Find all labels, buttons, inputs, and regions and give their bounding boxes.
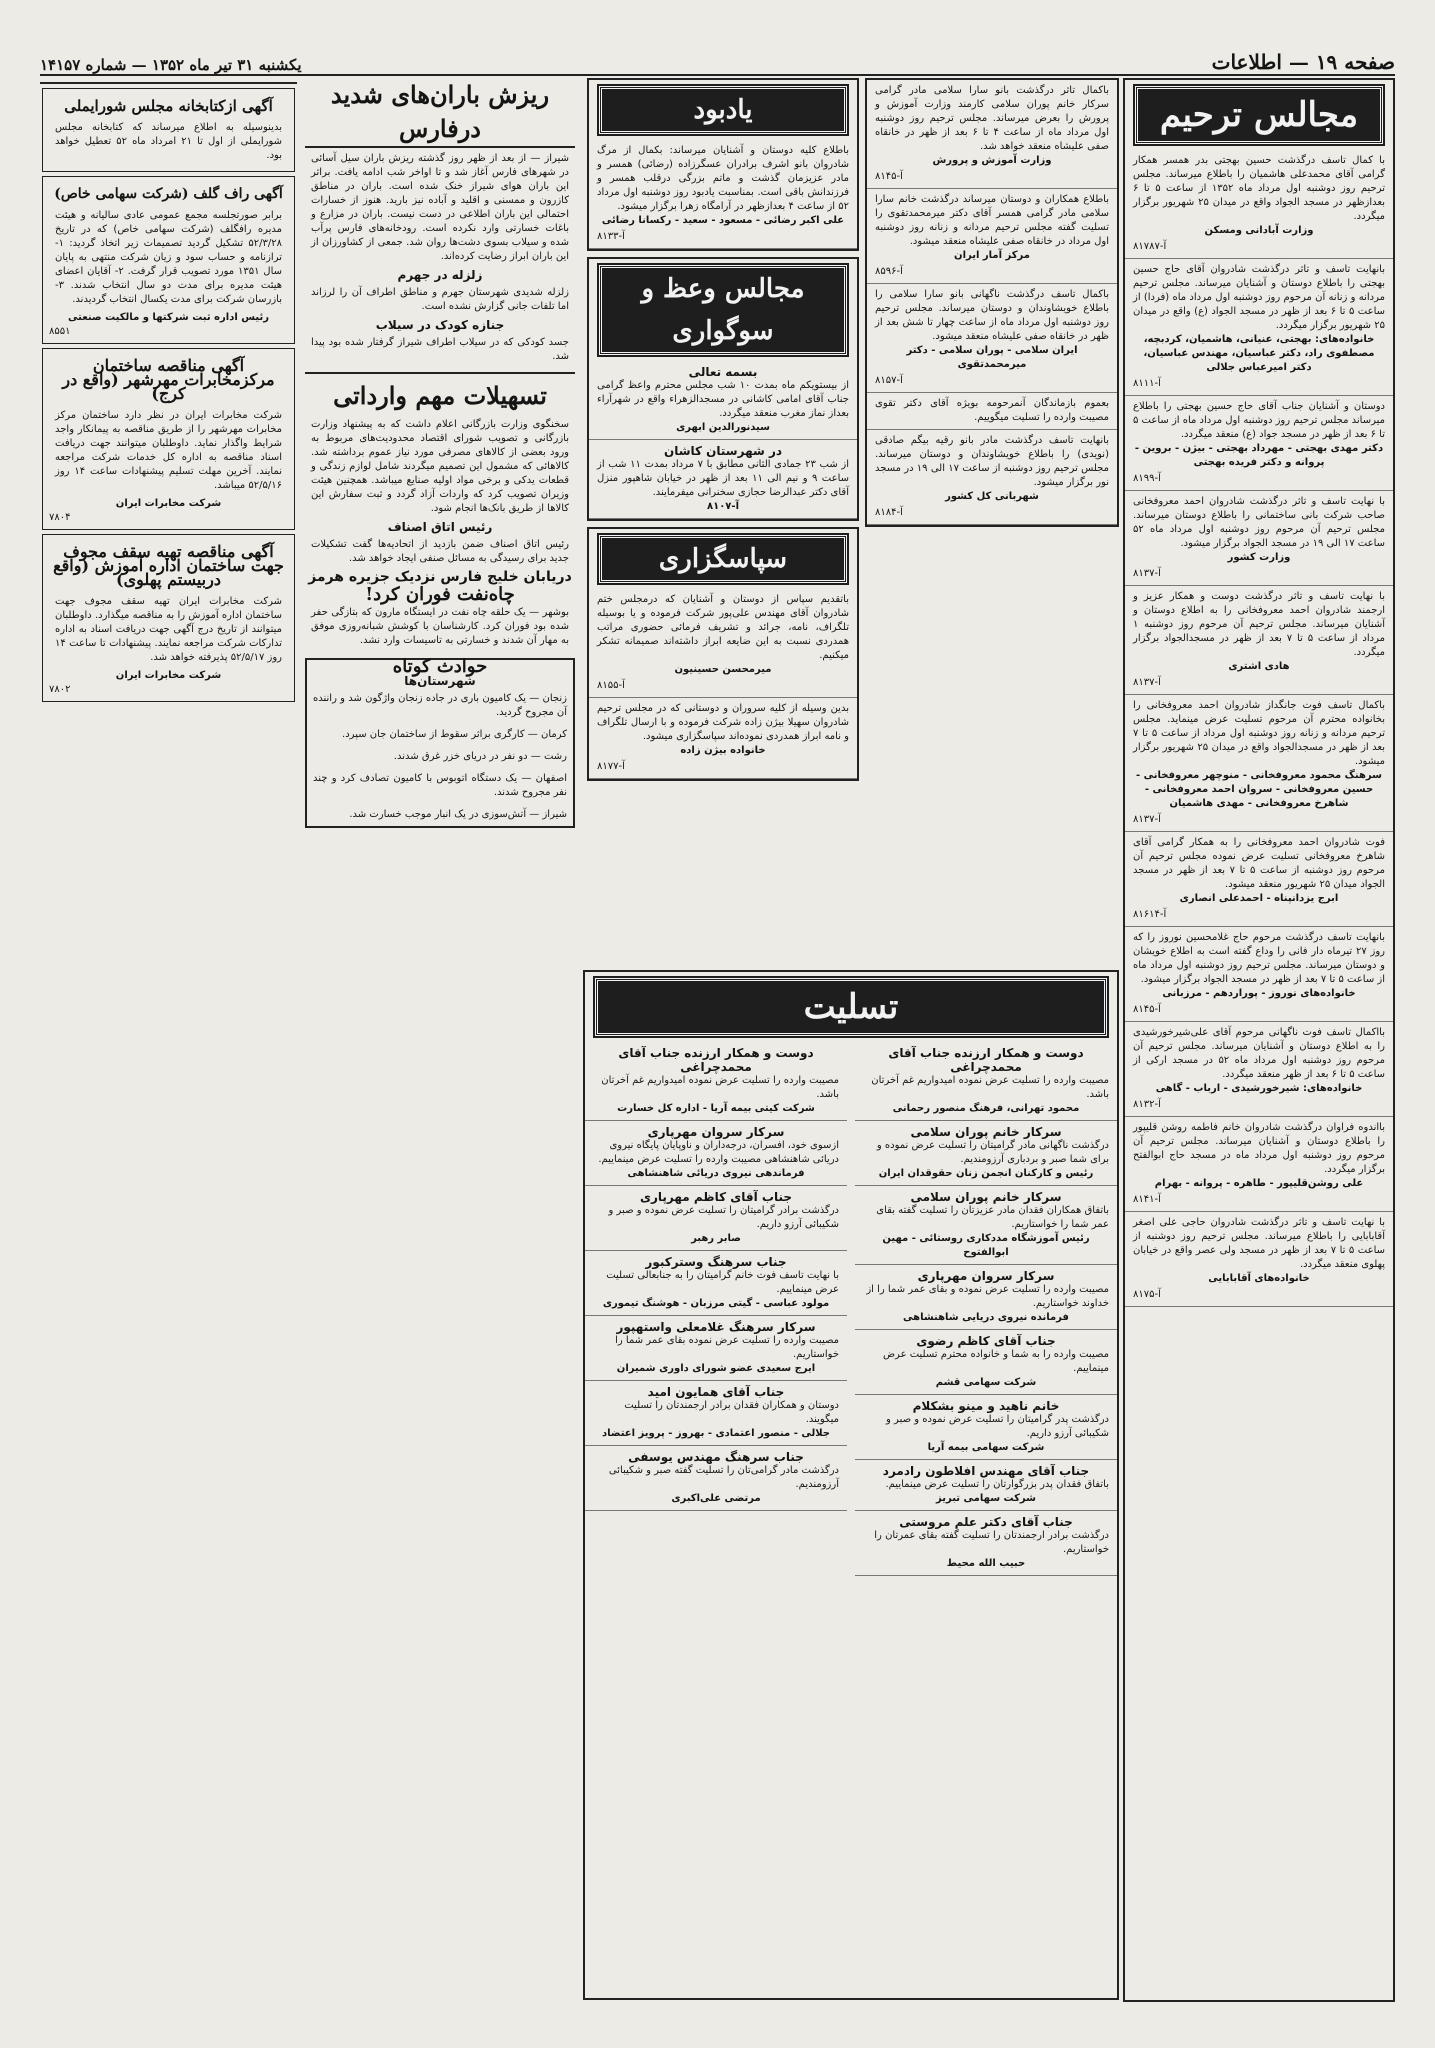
notice-item	[855, 1265, 1117, 1330]
tarhim-title: مجالس ترحیم	[1135, 86, 1383, 144]
yadbood-title: یادبود	[599, 86, 847, 134]
notice-signature: ایرج سعیدی عضو شورای داوری شمیران	[616, 1363, 816, 1374]
notice-signature: فرماندهی نیروی دریائی شاهنشاهی	[627, 1168, 805, 1179]
notice-text: با نهایت تاسف و تاثر درگذشت شادروان احمد معروفخانی صاحب شرکت بانی ساختمانی را باطلاع دوستان میرساند. مجلس ترحیم آن مرحوم روز دوشنبه اول مرداد ماه ۵۲ ساعت ۱۷ الی ۱۹ در مسجد الجواد برگزار میشود.	[1133, 496, 1385, 549]
notice-text: با نهایت تاسف و تاثر درگذشت دوست و همکار عزیز و ارجمند شادروان احمد معروفخانی را به اطلاع دوستان و آشنایان میرساند. مجلس ترحیم آن مرحوم روز دوشنبه ۱ مرداد از ساعت ۵ تا ۷ بعد از ظهر در مسجدالجواد برگزار میگردد.	[1133, 591, 1385, 658]
notice-signature: صابر رهبر	[691, 1233, 741, 1244]
notice-text: ازسوی خود، افسران، درجه‌داران و ناوپایان پایگاه نیروی دریائی شاهنشاهی مصیبت وارده را تسلیت عرض مینماییم.	[598, 1140, 839, 1165]
child-title: جنازه کودک در سیلاب	[375, 318, 505, 332]
notice-item	[589, 361, 857, 440]
ports-title: دریابان خلیج فارس نزدیک جزیره هرمز	[308, 569, 572, 585]
notice-signature: محمود تهرانی، فرهنگ منصور رحمانی	[892, 1103, 1080, 1114]
sepas-title: سپاسگزاری	[599, 535, 847, 583]
mokhaberat-sign: شرکت مخابرات ایران	[115, 498, 222, 509]
yadbood-list	[589, 140, 857, 249]
amoozesh-sign: شرکت مخابرات ایران	[115, 670, 222, 681]
notice-item	[867, 284, 1117, 393]
vaz-list	[589, 361, 857, 519]
rain-headline: ریزش باران‌های شدید درفارس	[305, 78, 575, 148]
notice-title: سرکار خانم پوران سلامی	[910, 1190, 1062, 1204]
notice-signature: حبیب الله محیط	[946, 1558, 1026, 1569]
notice-code: آ-۸۱۳۷	[1133, 568, 1161, 579]
notice-item	[867, 393, 1117, 430]
tarhim-column	[1123, 78, 1395, 2002]
notice-text: بااندوه فراوان درگذشت شادروان خانم فاطمه روشن قلیپور را باطلاع دوستان و آشنایان میرساند. مجلس ترحیم آن مرحوم روز دوشنبه اول مرداد ماه در مسجد حاج ابوالفتح برگزار میگردد.	[1133, 1122, 1385, 1175]
notice-signature: رئیس و کارکنان انجمن زنان حقوقدان ایران	[878, 1168, 1094, 1179]
notice-text: دوستان و همکاران فقدان برادر ارجمندتان را تسلیت میگویند.	[624, 1400, 839, 1425]
notice-code: آ-۸۱۳۷	[1133, 814, 1161, 825]
notice-text: باتفاق فقدان پدر بزرگوارتان را تسلیت عرض مینماییم.	[885, 1479, 1109, 1490]
notice-title: خانم ناهید و مینو بشکلام	[912, 1399, 1060, 1413]
mokhaberat-code: ۷۸۰۴	[49, 512, 71, 523]
notice-signature: شهربانی کل کشور	[945, 491, 1039, 502]
notice-title: سرکار سروان مهرپاری	[917, 1269, 1055, 1283]
notice-item	[855, 1511, 1117, 1576]
notice-title: جناب سرهنگ وسترکبور	[645, 1255, 787, 1269]
notice-signature: شرکت سهامی بیمه آریا	[927, 1442, 1045, 1453]
notice-code: آ-۸۱۴۱	[1133, 1194, 1161, 1205]
notice-item	[585, 1121, 847, 1186]
notice-item	[855, 1460, 1117, 1511]
notice-item	[855, 1395, 1117, 1460]
mid-list	[867, 80, 1117, 525]
tasliat-list-right	[855, 1042, 1117, 1576]
notice-code: آ-۸۱۱۱	[1133, 378, 1161, 389]
notice-text: باطلاع همکاران و دوستان میرساند درگذشت خانم سارا سلامی مادر گرامی همسر آقای دکتر میرمحمدتقوی را تسلیت گفته مجلس ترحیم مردانه و زنانه روز دوشنبه اول مرداد در خانقاه صفی علیشاه منعقد میشود.	[875, 194, 1109, 247]
notice-item	[585, 1042, 847, 1121]
amoozesh-ad	[42, 534, 295, 702]
news-col-left	[40, 78, 297, 828]
news-area	[40, 78, 575, 1998]
notice-item	[585, 1381, 847, 1446]
notice-text: باتقدیم سپاس از دوستان و آشنایان که درمجلس ختم شادروان آقای مهندس علی‌پور شرکت فرموده و یا بوسیله تلگراف، نامه، جرائد و تشریف فرمائی حضوری مراتب همدردی نسبت به این ضایعه ابراز داشته‌اند صمیمانه تشکر میکنیم.	[597, 594, 849, 661]
tasliat-box	[583, 970, 1119, 2000]
notice-code: آ-۸۱۹۹	[1133, 473, 1161, 484]
notice-code: آ-۸۱۵۷	[875, 375, 903, 386]
quake-title: زلزله در جهرم	[397, 268, 483, 282]
notice-signature: رئیس آموزشگاه مددکاری روستائی - مهین ابوالفتوح	[882, 1233, 1090, 1258]
quake-body: زلزله شدیدی شهرستان جهرم و مناطق اطراف آن را لرزاند اما تلفات جانی گزارش نشده است.	[311, 287, 569, 312]
notice-signature: وزارت کشور	[1227, 552, 1291, 563]
mokhaberat-title: آگهی مناقصه ساختمان مرکزمخابرات مهرشهر (واقع در کرج)	[62, 356, 275, 403]
notice-text: بااکمال تاسف فوت ناگهانی مرحوم آقای علی‌شیرخورشیدی را به اطلاع دوستان و آشنایان میرساند. مجلس ترحیم آن مرحوم روز دوشنبه اول مرداد ماه ۵۲ در مسجد ارکی از ساعت ۵ تا ۶ بعد از ظهر منعقد میگردد.	[1133, 1027, 1385, 1080]
notice-text: درگذشت ناگهانی مادر گرامیتان را تسلیت عرض نموده و برای شما صبر و بردباری آرزومندیم.	[876, 1140, 1109, 1165]
notice-signature: علی روشن‌قلیپور - طاهره - پروانه - بهرام	[1154, 1178, 1364, 1189]
asnaf-title: رئیس اتاق اصناف	[387, 520, 493, 534]
notice-code: آ-۸۱۷۸۷	[1133, 241, 1167, 252]
notice-text: درگذشت برادر ارجمندتان را تسلیت گفته بقای عمرتان را خواستاریم.	[874, 1530, 1109, 1555]
raf-code: ۸۵۵۱	[49, 326, 71, 337]
notice-code: آ-۸۱۴۵	[1133, 1004, 1161, 1015]
notice-text: درگذشت پدر گرامیتان را تسلیت عرض نموده و صبر و شکیبائی آرزو داریم.	[886, 1414, 1109, 1439]
short-list	[307, 688, 573, 826]
notice-title: جناب آقای مهندس افلاطون رادمرد	[882, 1464, 1090, 1478]
short-news-item: زنجان — یک کامیون باری در جاده زنجان واژگون شد و راننده آن مجروح گردید.	[313, 693, 567, 718]
notice-item	[1125, 150, 1393, 259]
notice-text: باکمال تاثر درگذشت بانو سارا سلامی مادر گرامی سرکار خانم پوران سلامی کارمند وزارت آموزش و پرورش را بعرض میرساند. مجلس ترحیم روز دوشنبه اول مرداد ماه از ساعت ۴ تا ۶ بعد از ظهر در خانقاه صفی علیشاه منعقد خواهد شد.	[875, 85, 1110, 152]
shura-title: آگهی ازکتابخانه مجلس شورایملی	[64, 97, 273, 115]
notice-signature: شرکت سهامی قشم	[935, 1377, 1037, 1388]
chahnaft-title: چاه‌نفت فوران کرد!	[365, 584, 515, 605]
notice-title: جناب آقای همایون امید	[647, 1385, 785, 1399]
shura-body: بدینوسیله به اطلاع میرساند که کتابخانه مجلس شورایملی از اول تا ۲۱ امرداد ماه ۵۲ تعطیل خواهد بود.	[55, 122, 283, 161]
notice-signature: مولود عباسی - گیتی مرزبان - هوشنگ تیموری	[602, 1298, 830, 1309]
notice-signature: سیدنورالدین ابهری	[676, 422, 770, 433]
notice-text: مصیبت وارده را تسلیت عرض نموده امیدواریم غم آخرتان باشد.	[871, 1075, 1109, 1100]
mid-tarhim-box	[865, 78, 1119, 527]
notice-text: باکمال تاسف درگذشت ناگهانی بانو سارا سلامی را باطلاع خویشاوندان و دوستان میرساند. مجلس ترحیم روز دوشنبه اول مرداد ماه از ساعت چهار تا شش بعد از ظهر در خانقاه صفی علیشاه منعقد میشود.	[875, 289, 1109, 342]
page-header	[40, 48, 1395, 76]
notice-signature: آ-۸۱۰۷	[707, 501, 739, 512]
notice-text: مصیبت وارده را به شما و خانواده محترم تسلیت عرض مینماییم.	[882, 1349, 1109, 1374]
notice-text: درگذشت برادر گرامیتان را تسلیت عرض نموده و صبر و شکیبائی آرزو داریم.	[608, 1205, 839, 1230]
notice-signature: جلالی - منصور اعتمادی - بهروز - پرویز اعتضاد	[601, 1428, 831, 1439]
notice-signature: مرکز آمار ایران	[954, 250, 1030, 261]
notice-code: آ-۸۵۹۶	[875, 266, 903, 277]
notice-item	[1125, 927, 1393, 1022]
notice-item	[855, 1121, 1117, 1186]
notice-text: بعموم بازماندگان آنمرحومه بویژه آقای دکتر تقوی مصیبت وارده را تسلیت میگوییم.	[875, 398, 1109, 423]
tashilat-headline: تسهیلات مهم وارداتی	[333, 381, 547, 410]
notice-item	[585, 1186, 847, 1251]
amoozesh-code: ۷۸۰۲	[49, 684, 71, 695]
tasliat-list-left	[585, 1042, 847, 1576]
yadbood-box	[587, 78, 859, 251]
notice-signature: دکتر مهدی بهجتی - مهرداد بهجتی - بیژن - بروین - پروانه و دکتر فریده بهجتی	[1134, 443, 1384, 468]
notice-item	[1125, 1212, 1393, 1307]
notice-text: با کمال تاسف درگذشت حسین بهجتی بدر همسر همکار گرامی آقای محمدعلی هاشمیان را باطلاع میرساند. مجلس ترحیم روز دوشنبه اول مرداد ماه ۱۳۵۲ از ساعت ۵ تا ۶ بعدازظهر در مسجد الجواد واقع در میدان ۲۵ شهریور برگزار میگردد.	[1133, 155, 1386, 222]
notice-item	[1125, 1117, 1393, 1212]
notice-item	[867, 430, 1117, 525]
notice-item	[589, 698, 857, 779]
notice-code: آ-۸۱۷۵	[1133, 1289, 1161, 1300]
notice-signature: هادی اشتری	[1228, 661, 1290, 672]
notice-code: آ-۸۱۴۵	[875, 171, 903, 182]
tarhim-list	[1125, 150, 1393, 1307]
short-news-item: شیراز — آتش‌سوزی در یک انبار موجب خسارت شد.	[349, 809, 567, 820]
notice-signature: علی اکبر رضائی - مسعود - سعید - رکسانا رضائی	[601, 215, 845, 226]
notice-signature: خانواده‌های نوروز - پوراردهم - مرزبانی	[1162, 988, 1356, 999]
notice-title: سرکار سروان مهرپاری	[647, 1125, 785, 1139]
notice-title: بسمه تعالی	[688, 365, 758, 379]
notice-item	[855, 1330, 1117, 1395]
sepas-box	[587, 527, 859, 781]
notice-text: بدین وسیله از کلیه سروران و دوستانی که در مجلس ترحیم شادروان سهیلا بیژن زاده شرکت فرموده و با ارسال تلگراف و نامه ابراز همدردی نموده‌اند سپاسگزاری میشود.	[597, 703, 849, 742]
notice-item	[589, 440, 857, 519]
notice-text: با نهایت تاسف و تاثر درگذشت شادروان حاجی علی اصغر آقابابایی را باطلاع میرساند. مجلس ترحیم روز دوشنبه از ساعت ۵ تا ۷ بعد از ظهر در مسجد ولی عصر واقع در خیابان پهلوی منعقد میگردد.	[1133, 1217, 1386, 1270]
shura-ad	[42, 88, 295, 172]
chahnaft-body: بوشهر — یک حلقه چاه نفت در ایستگاه مارون که بتازگی حفر شده بود فوران کرد. کارشناسان با کوشش شبانه‌روزی موفق به مهار آن شدند و خسارتی به تاسیسات وارد نشد.	[311, 607, 569, 646]
short-news-item: اصفهان — یک دستگاه اتوبوس با کامیون تصادف کرد و چند نفر مجروح شدند.	[313, 773, 567, 798]
notice-text: با نهایت تاسف فوت خانم گرامیتان را به جنابعالی تسلیت عرض مینماییم.	[606, 1270, 839, 1295]
notice-item	[1125, 259, 1393, 396]
short-news-item: رشت — دو نفر در دریای خزر غرق شدند.	[393, 751, 567, 762]
notice-signature: میرمحسن حسینیون	[674, 664, 772, 675]
notice-text: فوت شادروان احمد معروفخانی را به همکار گرامی آقای شاهرخ معروفخانی تسلیت عرض نموده مجلس ترحیم آن مرحوم روز دوشنبه از ساعت ۵ تا ۷ بعد از ظهر در مسجد الجواد میدان ۲۵ شهریور منعقد میشود.	[1133, 837, 1385, 890]
notice-text: از شب ۲۳ جمادی الثانی مطابق با ۷ مرداد بمدت ۱۱ شب از ساعت ۹ و نیم الی ۱۱ بعد از ظهر در خیابان شاهپور منزل آقای دکتر عبدالرضا حجازی سخنرانی میفرمایند.	[597, 459, 849, 498]
notice-code: آ-۸۱۵۵	[597, 680, 625, 691]
tasliat-title: تسلیت	[595, 978, 1107, 1036]
notice-code: آ-۸۱۳۲	[1133, 1099, 1161, 1110]
notice-text: باکمال تاسف فوت جانگداز شادروان احمد معروفخانی را بخانواده محترم آن مرحوم تسلیت عرض مینماید. مجلس ترحیم مردانه و زنانه روز دوشنبه اول مرداد از ساعت ۵ تا ۷ بعد از ظهر در مسجدالجواد واقع در میدان ۲۵ شهریور برگزار میشود.	[1133, 700, 1386, 767]
notice-item	[1125, 832, 1393, 927]
notice-title: جناب سرهنگ مهندس یوسفی	[628, 1450, 804, 1464]
page-label: صفحه ۱۹ — اطلاعات	[1211, 50, 1395, 74]
notice-item	[589, 140, 857, 249]
tashilat-body: سخنگوی وزارت بازرگانی اعلام داشت که به پیشنهاد وزارت بازرگانی و تصویب شورای اقتصاد محدودیت‌های مربوط به ورود بعضی از کالاهای مصرفی مورد نیاز عموم برداشته شد. کالاهائی که مشمول این تصمیم میگردند شامل لوازم زندگی و قطعات یدکی و برخی مواد اولیه صنایع میباشد. همچنین هیئت وزیران تصویب کرد که واردات آزاد گردد و ثبت سفارش این کالاها از طریق بانک‌ها انجام شود.	[311, 419, 569, 514]
notice-text: بانهایت تاسف درگذشت مادر بانو رقیه بیگم صادقی (نویدی) را باطلاع خویشاوندان و دوستان میرساند. مجلس ترحیم روز دوشنبه از ساعت ۱۷ الی ۱۹ در مسجد نور برگزار میشود.	[875, 435, 1109, 488]
notice-text: مصیبت وارده را تسلیت عرض نموده امیدواریم غم آخرتان باشد.	[601, 1075, 839, 1100]
short-sub: شهرستان‌ها	[404, 674, 476, 688]
rain-body: شیراز — از بعد از ظهر روز گذشته ریزش باران سیل آسائی در شهرهای فارس آغاز شد و تا اواخر شب ادامه یافت. براثر این باران هوای شیراز خنک شده است. باران در مناطق کازرون و ممسنی و اقلید و آباده نیز بارید. هنوز از خسارات احتمالی این باران اطلاعی در دست نیست. باران در مزارع و باغات خسارتی وارد نکرده است. رودخانه‌های فارس پرآب شده و سیلاب بسوی دشت‌ها روان شد. جمعی از کشاورزان از این باران ابراز رضایت کرده‌اند.	[311, 153, 569, 262]
child-body: جسد کودکی که در سیلاب اطراف شیراز گرفتار شده بود پیدا شد.	[311, 337, 569, 362]
notice-code: آ-۸۱۳۳	[597, 231, 625, 242]
short-news-item: کرمان — کارگری براثر سقوط از ساختمان جان سپرد.	[342, 729, 567, 740]
notice-title: جناب آقای کاظم مهرپاری	[639, 1190, 793, 1204]
issue-date: یکشنبه ۳۱ تیر ماه ۱۳۵۲ — شماره ۱۴۱۵۷	[40, 56, 302, 74]
short-news-box	[305, 658, 575, 828]
notice-signature: ایران سلامی - پوران سلامی - دکتر میرمحمدتقوی	[906, 345, 1078, 370]
notice-title: دوست و همکار ارزنده جناب آقای محمدچراغی	[618, 1046, 814, 1074]
notice-item	[867, 189, 1117, 284]
notice-signature: شرکت کیتی بیمه آریا - اداره کل خسارت	[617, 1103, 815, 1114]
notice-signature: سرهنگ محمود معروفخانی - منوچهر معروفخانی - حسین معروفخانی - سروان احمد معروفخانی - شاهرخ معروفخانی - مهدی هاشمیان	[1136, 770, 1382, 809]
notice-signature: وزارت آبادانی ومسکن	[1204, 225, 1314, 236]
notice-text: درگذشت مادر گرامی‌تان را تسلیت گفته صبر و شکیبائی آرزومندیم.	[608, 1465, 839, 1490]
notice-code: آ-۸۱۶۱۴	[1133, 909, 1167, 920]
notice-signature: وزارت آموزش و پرورش	[932, 155, 1052, 166]
notice-title: جناب آقای دکتر علم مروستی	[899, 1515, 1073, 1529]
notice-text: دوستان و آشنایان جناب آقای حاج حسین بهجتی را باطلاع میرساند مجلس ترحیم روز دوشنبه اول مرداد ماه از ساعت ۵ تا ۶ بعد از ظهر در مسجد جواد (ع) منعقد میگردد.	[1133, 401, 1385, 440]
notice-item	[1125, 1022, 1393, 1117]
notice-item	[867, 80, 1117, 189]
notice-item	[1125, 586, 1393, 695]
notice-code: آ-۸۱۸۴	[875, 507, 903, 518]
notice-signature: مرتضی علی‌اکبری	[671, 1493, 761, 1504]
notice-title: سرکار سرهنگ غلامعلی واستهپور	[616, 1320, 816, 1334]
amoozesh-title: آگهی مناقصه تهیه سقف مجوف جهت ساختمان اداره آموزش (واقع دربیستم پهلوی)	[53, 542, 284, 589]
notice-item	[589, 589, 857, 698]
notice-title: دوست و همکار ارزنده جناب آقای محمدچراغی	[888, 1046, 1084, 1074]
notice-text: مصیبت وارده را تسلیت عرض نموده بقای عمر شما را خواستاریم.	[615, 1335, 839, 1360]
notice-item	[1125, 491, 1393, 586]
notice-title: در شهرستان کاشان	[663, 444, 783, 458]
notice-item	[855, 1042, 1117, 1121]
raf-title: آگهی راف گلف (شرکت سهامی خاص)	[54, 186, 283, 202]
notice-code: آ-۸۱۷۷	[597, 761, 625, 772]
notice-text: مصیبت وارده را تسلیت عرض نموده و بقای عمر شما را از خداوند خواستاریم.	[866, 1284, 1109, 1309]
asnaf-body: رئیس اتاق اصناف ضمن بازدید از اتحادیه‌ها گفت تشکیلات جدید برای رسیدگی به مسائل صنفی ایجاد خواهد شد.	[311, 539, 569, 564]
amoozesh-body: شرکت مخابرات ایران تهیه سقف مجوف جهت ساختمان اداره آموزش را به مناقصه میگذارد. داوطلبان میتوانند از تاریخ درج آگهی جهت دریافت اسناد به اداره تدارکات شرکت مراجعه نمایند. پیشنهادات تا ساعت ۱۴ روز ۵۲/۵/۱۷ پذیرفته خواهد شد.	[55, 596, 282, 663]
notice-text: از بیستویکم ماه بمدت ۱۰ شب مجلس محترم واعظ گرامی جناب آقای امامی کاشانی در مسجدالزهراء واقع در شهرآراء بعداز نماز مغرب منعقد میگردد.	[597, 380, 849, 419]
raf-body: برابر صورتجلسه مجمع عمومی عادی سالیانه و هیئت مدیره رافگلف (شرکت سهامی خاص) که در تاریخ ۵۲/۳/۲۸ تشکیل گردید تصمیمات زیر اتخاذ گردید: ۱- ترازنامه و حساب سود و زیان شرکت منتهی به پایان سال ۱۳۵۱ مورد تصویب قرار گرفت. ۲- آقایان اعضای هیئت مدیره برای مدت دو سال انتخاب شدند. ۳- بازرسان شرکت برای مدت یکسال انتخاب گردیدند.	[55, 210, 282, 305]
raf-ad	[42, 176, 295, 344]
notice-signature: خانواده‌های: بهجتی، عنیانی، هاشمیان، کردبچه، مصطفوی راد، دکتر عباسیان، مهندس عباسیان، دکتر امیرعباس جلالی	[1143, 334, 1375, 373]
notice-item	[1125, 695, 1393, 832]
notice-signature: خانواده بیژن زاده	[680, 745, 766, 756]
notice-item	[585, 1446, 847, 1511]
notice-signature: شرکت سهامی تبریز	[936, 1493, 1036, 1504]
notice-title: جناب آقای کاظم رضوی	[916, 1334, 1056, 1348]
notice-signature: خانواده‌های: شیرخورشیدی - ارباب - گاهی	[1155, 1083, 1363, 1094]
mokhaberat-body: شرکت مخابرات ایران در نظر دارد ساختمان مرکز مخابرات مهرشهر را از طریق مناقصه به پیمانکار واجد شرایط واگذار نماید. داوطلبان میتوانند جهت دریافت اسناد مناقصه به اداره کل خدمات شرکت مراجعه نمایند. آخرین مهلت تسلیم پیشنهادات ساعت ۱۴ روز ۵۲/۵/۱۶ میباشد.	[55, 410, 283, 491]
sepas-list	[589, 589, 857, 779]
notice-item	[585, 1251, 847, 1316]
news-col-right	[305, 78, 575, 828]
vaz-title: مجالس وعظ و سوگواری	[599, 265, 847, 355]
notice-signature: فرمانده نیروی دریایی شاهنشاهی	[903, 1312, 1069, 1323]
vaz-box	[587, 257, 859, 521]
notice-text: بانهایت تاسف و تاثر درگذشت شادروان آقای حاج حسین بهجتی را باطلاع دوستان و آشنایان میرساند. مجلس ترحیم مردانه و زنانه آن مرحوم روز دوشنبه اول مرداد ماه (فردا) از ساعت ۵ تا ۶ بعد از ظهر در مسجد الجواد (ع) واقع در میدان ۲۵ شهریور برگزار میگردد.	[1133, 264, 1386, 331]
notice-item	[1125, 396, 1393, 491]
notice-signature: ابرج یزدانپناه - احمدعلی انصاری	[1179, 893, 1339, 904]
notice-signature: خانواده‌های آقابابایی	[1208, 1273, 1310, 1284]
raf-sign: رئیس اداره ثبت شرکتها و مالکیت صنعتی	[68, 312, 269, 323]
notice-title: سرکار خانم پوران سلامی	[910, 1125, 1062, 1139]
notice-text: باتفاق همکاران فقدان مادر عزیزتان را تسلیت گفته بقای عمر شما را خواستاریم.	[876, 1205, 1109, 1230]
notice-text: بانهایت تاسف درگذشت مرحوم حاج غلامحسین نوروز را که روز ۲۷ تیرماه دار فانی را وداع گفته است به اطلاع خویشان و دوستان میرساند. مجلس ترحیم روز دوشنبه اول مرداد ماه از ساعت ۵ تا ۷ بعد از ظهر در مسجد الجواد برگزار میشود.	[1133, 932, 1385, 985]
mokhaberat-ad	[42, 348, 295, 530]
notice-item	[855, 1186, 1117, 1265]
short-title: حوادث کوتاه	[392, 656, 488, 677]
notice-text: باطلاع کلیه دوستان و آشنایان میرساند: بکمال از مرگ شادروان بانو اشرف برادران عسگرزاده (رضائی) همسر و مادر عزیزمان گذشت و ماتم بزرگی درقلب همسر و فرزندانش باقی است. بمناسبت یادبود روز دوشنبه اول مرداد ۵۲ از ساعت ۴ بعدازظهر در آرامگاه زهرا برگزار میشود.	[597, 145, 849, 212]
notice-item	[585, 1316, 847, 1381]
notice-code: آ-۸۱۳۷	[1133, 677, 1161, 688]
